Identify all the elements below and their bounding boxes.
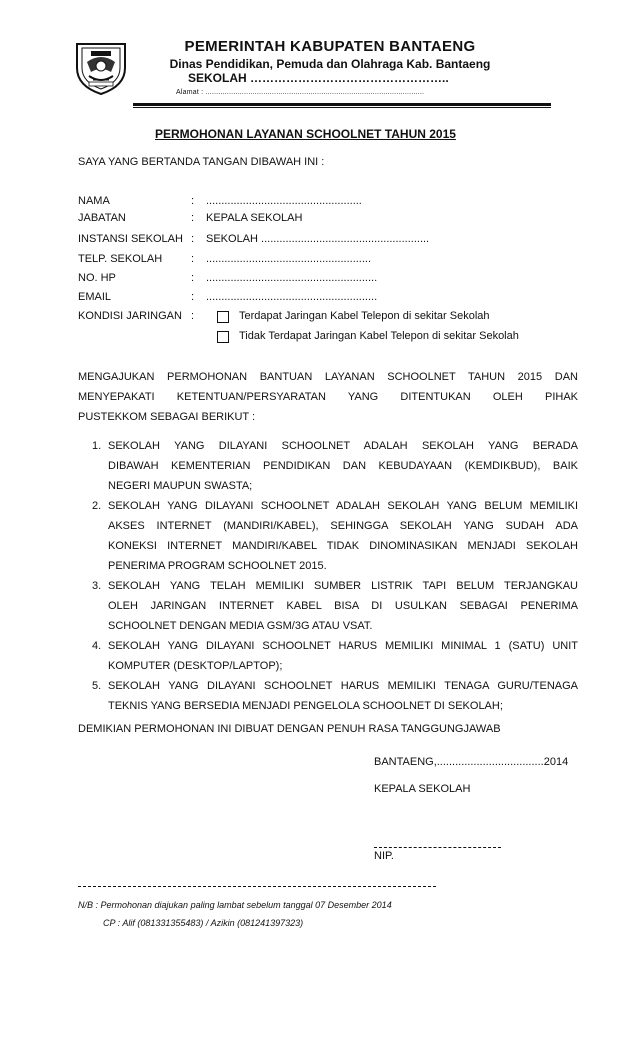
list-item	[78, 676, 578, 716]
list-item-number: 2.	[92, 500, 102, 512]
letterhead-school-line: SEKOLAH …………………………………………..	[188, 71, 449, 85]
footer-contact: CP : Alif (081331355483) / Azikin (081241397323)	[103, 918, 304, 928]
list-item-line: SEKOLAH YANG DILAYANI SCHOOLNET HARUS MEMILIKI TENAGA GURU/TENAGA	[108, 680, 578, 692]
regency-emblem-icon	[73, 38, 129, 96]
list-item-line: SEKOLAH YANG DILAYANI SCHOOLNET ADALAH SEKOLAH YANG BERADA	[108, 440, 578, 452]
field-label-telp: TELP. SEKOLAH	[78, 253, 163, 265]
list-item-line: NEGERI MAUPUN SWASTA;	[108, 480, 253, 492]
field-value-jabatan[interactable]: KEPALA SEKOLAH	[206, 212, 303, 224]
field-label-jabatan: JABATAN	[78, 212, 126, 224]
field-label-instansi: INSTANSI SEKOLAH	[78, 233, 183, 245]
list-item-line: SEKOLAH YANG DILAYANI SCHOOLNET HARUS MEMILIKI MINIMAL 1 (SATU) UNIT	[108, 640, 578, 652]
field-value-instansi[interactable]: SEKOLAH .......................................................	[206, 233, 430, 245]
list-item-line: SCHOOLNET DENGAN MEDIA GSM/3G ATAU VSAT.	[108, 620, 373, 632]
list-item-line: OLEH JARINGAN INTERNET KABEL BISA DI USULKAN SEBAGAI PENERIMA	[108, 600, 578, 612]
field-value-nama[interactable]: ...................................................	[206, 195, 362, 207]
field-colon: :	[191, 310, 195, 322]
list-item-number: 3.	[92, 580, 102, 592]
requirements-list	[78, 436, 578, 716]
field-colon: :	[191, 233, 195, 245]
field-label-email: EMAIL	[78, 291, 112, 303]
signature-role: KEPALA SEKOLAH	[374, 783, 471, 795]
field-colon: :	[191, 195, 195, 207]
letterhead-address: Alamat : ......................................................................................................	[176, 89, 425, 96]
intro-text: SAYA YANG BERTANDA TANGAN DIBAWAH INI :	[78, 156, 325, 168]
checkbox-label-tidak-terdapat: Tidak Terdapat Jaringan Kabel Telepon di sekitar Sekolah	[239, 330, 519, 342]
footer-divider	[78, 886, 436, 887]
list-item-line: KOMPUTER (DESKTOP/LAPTOP);	[108, 660, 283, 672]
list-item-line: AKSES INTERNET (MANDIRI/KABEL), SEHINGGA SEKOLAH YANG SUDAH ADA	[108, 520, 578, 532]
field-value-email[interactable]: ........................................................	[206, 291, 378, 303]
list-item	[78, 576, 578, 636]
list-item	[78, 496, 578, 576]
request-line: MENYEPAKATI KETENTUAN/PERSYARATAN YANG DITENTUKAN OLEH PIHAK	[78, 391, 578, 403]
request-paragraph	[78, 367, 578, 427]
letterhead-title: PEMERINTAH KABUPATEN BANTAENG	[184, 38, 476, 55]
letterhead-rule-thick	[133, 103, 551, 106]
field-colon: :	[191, 272, 195, 284]
field-value-telp[interactable]: ......................................................	[206, 253, 372, 265]
signature-place-date[interactable]: BANTAENG,...................................2014	[374, 756, 569, 768]
field-value-hp[interactable]: ........................................................	[206, 272, 378, 284]
list-item-line: SEKOLAH YANG TELAH MEMILIKI SUMBER LISTRIK TAPI BELUM TERJANGKAU	[108, 580, 578, 592]
footer-note: N/B : Permohonan diajukan paling lambat sebelum tanggal 07 Desember 2014	[78, 900, 392, 910]
signature-line	[374, 847, 501, 848]
list-item	[78, 636, 578, 676]
list-item-number: 5.	[92, 680, 102, 692]
letterhead-rule-thin	[133, 107, 551, 108]
letterhead-subtitle: Dinas Pendidikan, Pemuda dan Olahraga Kab. Bantaeng	[169, 57, 491, 71]
checkbox-label-terdapat: Terdapat Jaringan Kabel Telepon di sekitar Sekolah	[239, 310, 490, 322]
list-item	[78, 436, 578, 496]
list-item-line: KONEKSI INTERNET MANDIRI/KABEL TIDAK DINOMINASIKAN MENJADI SEKOLAH	[108, 540, 578, 552]
closing-statement: DEMIKIAN PERMOHONAN INI DIBUAT DENGAN PENUH RASA TANGGUNGJAWAB	[78, 723, 501, 735]
field-colon: :	[191, 291, 195, 303]
field-label-nama: NAMA	[78, 195, 110, 207]
request-line: MENGAJUKAN PERMOHONAN BANTUAN LAYANAN SCHOOLNET TAHUN 2015 DAN	[78, 371, 578, 383]
field-label-kondisi-jaringan: KONDISI JARINGAN	[78, 310, 182, 322]
field-colon: :	[191, 253, 195, 265]
list-item-number: 4.	[92, 640, 102, 652]
checkbox-tidak-terdapat-jaringan[interactable]	[217, 331, 229, 343]
document-title: PERMOHONAN LAYANAN SCHOOLNET TAHUN 2015	[155, 127, 456, 141]
signature-nip[interactable]: NIP.	[374, 850, 394, 862]
list-item-line: SEKOLAH YANG DILAYANI SCHOOLNET ADALAH SEKOLAH YANG BELUM MEMILIKI	[108, 500, 578, 512]
list-item-line: DIBAWAH KEMENTERIAN PENDIDIKAN DAN KEBUDAYAAN (KEMDIKBUD), BAIK	[108, 460, 578, 472]
list-item-line: TEKNIS YANG BERSEDIA MENJADI PENGELOLA SCHOOLNET DI SEKOLAH;	[108, 700, 503, 712]
checkbox-terdapat-jaringan[interactable]	[217, 311, 229, 323]
list-item-line: PENERIMA PROGRAM SCHOOLNET 2015.	[108, 560, 327, 572]
list-item-number: 1.	[92, 440, 102, 452]
field-label-hp: NO. HP	[78, 272, 116, 284]
field-colon: :	[191, 212, 195, 224]
request-line: PUSTEKKOM SEBAGAI BERIKUT :	[78, 411, 256, 423]
